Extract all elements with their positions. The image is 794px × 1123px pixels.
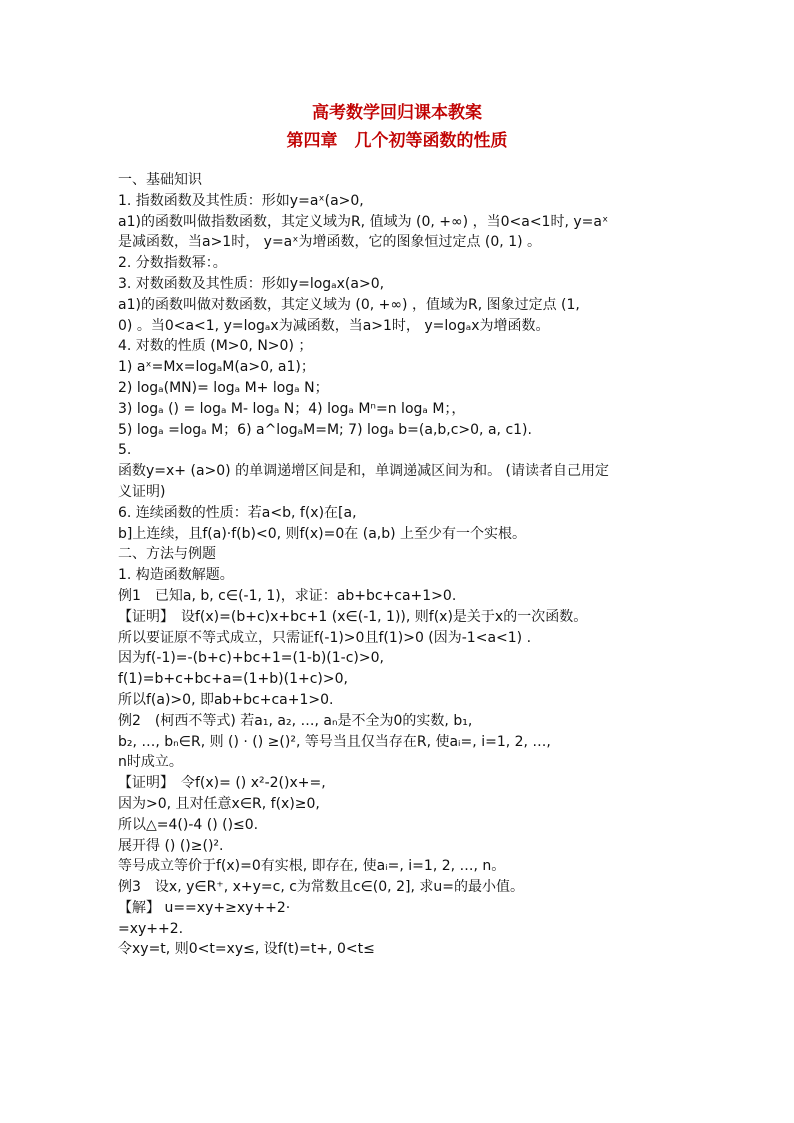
text-line: 令xy=t, 则0<t=xy≤, 设f(t)=t+, 0<t≤ [118,941,375,958]
document-body [118,170,683,960]
text-line: 【证明】 设f(x)=(b+c)x+bc+1 (x∈(-1, 1)), 则f(x)是关于x的一次函数。 [118,608,588,625]
text-line: 6. 连续函数的性质：若a<b, f(x)在[a, [118,504,357,521]
text-line: n时成立。 [118,754,183,771]
text-line: b]上连续，且f(a)·f(b)<0, 则f(x)=0在 (a,b) 上至少有一个实根。 [118,525,527,542]
text-line: a1)的函数叫做指数函数，其定义域为R, 值域为 (0, +∞) ，当0<a<1时, y=aˣ [118,213,609,230]
text-line: 例3 设x, y∈R⁺, x+y=c, c为常数且c∈(0, 2], 求u=的最小值。 [118,879,524,896]
text-line: 例2 (柯西不等式) 若a₁, a₂, …, aₙ是不全为0的实数, b₁, [118,712,473,729]
text-line: 展开得 () ()≥()². [118,837,224,854]
text-line: 5) logₐ =logₐ M；6) a^logₐM=M; 7) logₐ b=(a,b,c>0, a, c1). [118,421,532,438]
text-line: 【证明】 令f(x)= () x²-2()x+=, [118,775,326,792]
text-line: 是减函数，当a>1时， y=aˣ为增函数，它的图象恒过定点 (0, 1) 。 [118,234,542,251]
chapter-title: 第四章 几个初等函数的性质 [286,131,508,151]
text-line: 义证明) [118,483,166,500]
text-line: 函数y=x+ (a>0) 的单调递增区间是和，单调递减区间为和。 (请读者自己用定 [118,463,609,480]
text-line: 二、方法与例题 [118,546,216,563]
text-line: 因为f(-1)=-(b+c)+bc+1=(1-b)(1-c)>0, [118,650,384,667]
text-line: 一、基础知识 [118,172,202,188]
text-line: 3) logₐ () = logₐ M- logₐ N；4) logₐ Mⁿ=n logₐ M；， [118,400,466,417]
text-line: 因为>0, 且对任意x∈R, f(x)≥0, [118,795,320,812]
text-line: 5. [118,442,132,459]
document-title: 高考数学回归课本教案 [312,103,482,123]
text-line: =xy++2. [118,920,184,937]
text-line: b₂, …, bₙ∈R, 则 () · () ≥()², 等号当且仅当存在R, 使aᵢ=, i=1, 2, …, [118,733,551,750]
text-line: 2) logₐ(MN)= logₐ M+ logₐ N； [118,379,329,396]
text-line: f(1)=b+c+bc+a=(1+b)(1+c)>0, [118,671,348,688]
text-line: 4. 对数的性质 (M>0, N>0) ； [118,338,313,355]
text-line: a1)的函数叫做对数函数，其定义域为 (0, +∞) ，值域为R, 图象过定点 (1, [118,296,580,313]
text-line: 2. 分数指数幂：。 [118,255,227,272]
text-line: 所以f(a)>0, 即ab+bc+ca+1>0. [118,691,334,708]
text-line: 所以△=4()-4 () ()≤0. [118,816,259,833]
text-line: 0) 。当0<a<1, y=logₐx为减函数，当a>1时， y=logₐx为增函数。 [118,317,550,334]
text-line: 1. 构造函数解题。 [118,567,234,584]
text-line: 【解】 u==xy+≥xy++2· [118,899,291,916]
text-line: 等号成立等价于f(x)=0有实根, 即存在, 使aᵢ=, i=1, 2, …, n。 [118,858,506,875]
text-line: 例1 已知a, b, c∈(-1, 1)，求证：ab+bc+ca+1>0. [118,587,457,604]
text-line: 1) aˣ=Mx=logₐM(a>0, a1)； [118,359,315,376]
text-line: 3. 对数函数及其性质：形如y=logₐx(a>0, [118,275,385,292]
text-line: 所以要证原不等式成立，只需证f(-1)>0且f(1)>0 (因为-1<a<1) . [118,629,532,646]
text-line: 1. 指数函数及其性质：形如y=aˣ(a>0, [118,192,364,209]
